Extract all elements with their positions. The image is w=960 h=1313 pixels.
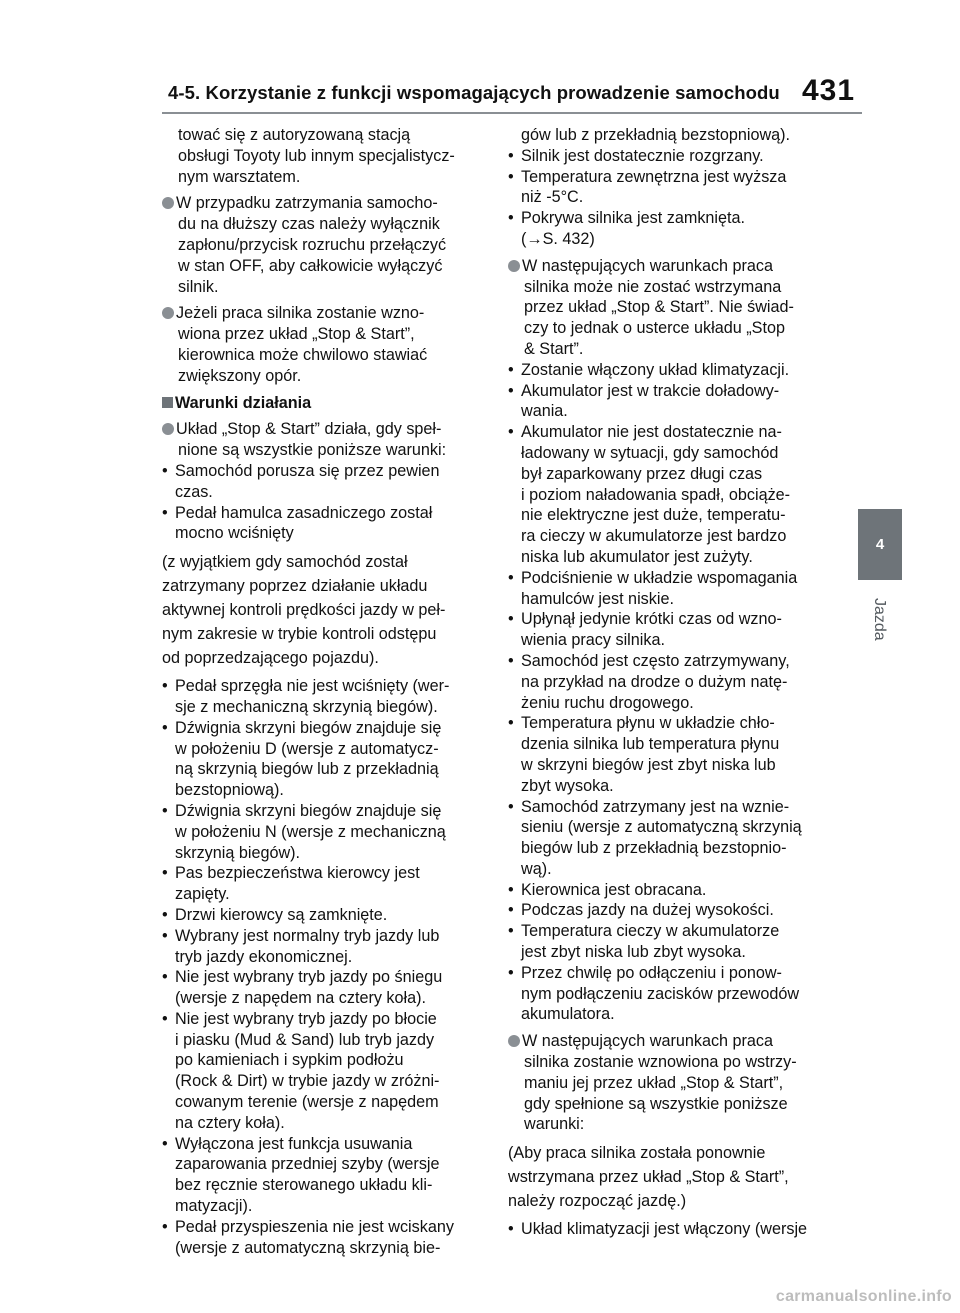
line-text: czas. [175, 482, 213, 501]
text-line [162, 324, 484, 345]
line-text: bezstopniową). [175, 781, 284, 800]
line-text: od poprzedzającego pojazdu). [162, 649, 379, 668]
text-line [508, 984, 838, 1005]
text-line [162, 822, 484, 843]
text-line [508, 208, 838, 229]
text-line [508, 1219, 838, 1240]
text-line [162, 523, 484, 544]
text-line [508, 900, 838, 921]
text-line [162, 905, 484, 926]
line-text: Dźwignia skrzyni biegów znajduje się [175, 718, 442, 737]
line-text: bez ręcznie sterowanego układu kli- [175, 1176, 433, 1195]
text-line [508, 1189, 838, 1213]
text-line [508, 797, 838, 818]
text-line [508, 1165, 838, 1189]
text-line [508, 589, 838, 610]
header-divider [162, 112, 862, 114]
line-text: Układ „Stop & Start” działa, gdy speł- [176, 420, 442, 439]
line-text: zatrzymany poprzez działanie układu [162, 577, 428, 596]
line-text: tować się z autoryzowaną stacją [178, 126, 411, 144]
line-text: niska lub akumulator jest zużyty. [521, 547, 753, 566]
line-text: Upłynął jedynie krótki czas od wzno- [521, 610, 782, 629]
line-text: wą). [521, 859, 552, 878]
dot-bullet-icon: • [162, 1009, 168, 1028]
text-line [162, 676, 484, 697]
line-text: Pas bezpieczeństwa kierowcy jest [175, 864, 420, 883]
text-line [162, 646, 484, 670]
line-text: Podczas jazdy na dużej wysokości. [521, 901, 774, 920]
line-text: Układ klimatyzacji jest włączony (wersje [521, 1220, 808, 1239]
text-line [162, 1238, 484, 1259]
circle-bullet-icon [162, 197, 174, 209]
line-text: Pedał hamulca zasadniczego został [175, 503, 433, 522]
text-line [508, 1094, 838, 1115]
text-line [162, 988, 484, 1009]
line-text: Akumulator jest w trakcie doładowy- [521, 381, 780, 400]
text-line [162, 214, 484, 235]
section-heading: Warunki działania [175, 393, 312, 412]
text-line [162, 167, 484, 188]
circle-bullet-icon [162, 307, 174, 319]
line-text: Samochód porusza się przez pewien [175, 461, 440, 480]
dot-bullet-icon: • [508, 167, 514, 186]
text-line [508, 963, 838, 984]
text-line [508, 755, 838, 776]
line-text: i poziom naładowania spadł, obciąże- [521, 485, 791, 504]
text-line [162, 1071, 484, 1092]
line-text: akumulatora. [521, 1005, 615, 1024]
text-line [162, 926, 484, 947]
dot-bullet-icon: • [162, 905, 168, 924]
text-line [508, 693, 838, 714]
line-text: silnika zostanie wznowiona po wstrzy- [524, 1053, 797, 1072]
dot-bullet-icon: • [162, 1134, 168, 1153]
line-text: Jeżeli praca silnika zostanie wzno- [176, 304, 425, 323]
line-text: mocno wciśnięty [175, 524, 294, 543]
line-text: W przypadku zatrzymania samocho- [176, 194, 438, 213]
line-text: zapięty. [175, 885, 230, 904]
line-text: Zostanie włączony układ klimatyzacji. [521, 360, 790, 379]
dot-bullet-icon: • [508, 901, 514, 920]
line-text: gów lub z przekładnią bezstopniową). [521, 126, 791, 144]
line-text: hamulców jest niskie. [521, 589, 674, 608]
text-line [162, 801, 484, 822]
text-line [162, 366, 484, 387]
line-text: (wersje z automatyczną skrzynią bie- [175, 1238, 441, 1257]
line-text: kierownica może chwilowo stawiać [178, 345, 428, 364]
line-text: maniu jej przez układ „Stop & Start”, [524, 1073, 784, 1092]
line-text: Drzwi kierowcy są zamknięte. [175, 905, 388, 924]
text-line [162, 1196, 484, 1217]
text-line [162, 947, 484, 968]
line-text: przez układ „Stop & Start”. Nie świad- [524, 298, 794, 317]
text-line [508, 526, 838, 547]
dot-bullet-icon: • [508, 423, 514, 442]
line-text: (→S. 432) [521, 229, 595, 248]
dot-bullet-icon: • [162, 503, 168, 522]
line-text: skrzynią biegów). [175, 843, 301, 862]
text-line [162, 622, 484, 646]
right-column [508, 125, 838, 1240]
page-header-title: 4-5. Korzystanie z funkcji wspomagających prowadzenie samochodu [168, 82, 780, 103]
line-text: w stan OFF, aby całkowicie wyłączyć [178, 256, 443, 275]
dot-bullet-icon: • [162, 461, 168, 480]
text-line [162, 235, 484, 256]
circle-bullet-icon [508, 260, 520, 272]
line-text: Temperatura zewnętrzna jest wyższa [521, 167, 787, 186]
text-line [508, 443, 838, 464]
line-text: ną skrzynią biegów lub z przekładnią [175, 760, 439, 779]
text-line [508, 277, 838, 298]
line-text: nie elektryczne jest duże, temperatu- [521, 506, 786, 525]
line-text: warunki: [524, 1115, 585, 1134]
line-text: należy rozpocząć jazdę.) [508, 1192, 687, 1211]
line-text: był zaparkowany przez długi czas [521, 464, 763, 483]
text-line [508, 422, 838, 443]
text-line [162, 739, 484, 760]
text-line [162, 461, 484, 482]
text-line [162, 550, 484, 574]
dot-bullet-icon: • [508, 381, 514, 400]
text-line [162, 256, 484, 277]
line-text: tryb jazdy ekonomicznej. [175, 947, 353, 966]
text-line [508, 672, 838, 693]
dot-bullet-icon: • [508, 797, 514, 816]
line-text: nym warsztatem. [178, 167, 301, 186]
line-text: Wyłączona jest funkcja usuwania [175, 1134, 413, 1153]
text-line [508, 318, 838, 339]
text-line [508, 734, 838, 755]
text-line [162, 277, 484, 298]
dot-bullet-icon: • [508, 568, 514, 587]
line-text: aktywnej kontroli prędkości jazdy w peł- [162, 601, 446, 620]
dot-bullet-icon: • [508, 610, 514, 629]
dot-bullet-icon: • [508, 146, 514, 165]
text-line [508, 776, 838, 797]
line-text: w położeniu D (wersje z automatycz- [175, 739, 439, 758]
text-line [508, 360, 838, 381]
line-text: Dźwignia skrzyni biegów znajduje się [175, 801, 442, 820]
left-column [162, 125, 484, 1258]
text-line [508, 1073, 838, 1094]
line-text: Nie jest wybrany tryb jazdy po śniegu [175, 968, 443, 987]
text-line [508, 630, 838, 651]
dot-bullet-icon: • [162, 677, 168, 696]
text-line [162, 146, 484, 167]
text-line [508, 568, 838, 589]
text-line [162, 125, 484, 146]
line-text: Temperatura cieczy w akumulatorze [521, 922, 780, 941]
dot-bullet-icon: • [162, 968, 168, 987]
text-line [508, 1141, 838, 1165]
line-text: w skrzyni biegów jest zbyt niska lub [521, 755, 776, 774]
text-line [162, 345, 484, 366]
text-line [508, 880, 838, 901]
text-line [508, 401, 838, 422]
text-line [508, 942, 838, 963]
line-text: żeniu ruchu drogowego. [521, 693, 694, 712]
dot-bullet-icon: • [508, 880, 514, 899]
line-text: gdy spełnione są wszystkie poniższe [524, 1094, 788, 1113]
watermark: carmanualsonline.info [775, 1288, 952, 1305]
line-text: zwiększony opór. [178, 366, 302, 385]
line-text: biegów lub z przekładnią bezstopnio- [521, 839, 787, 858]
dot-bullet-icon: • [508, 714, 514, 733]
text-line [508, 464, 838, 485]
line-text: (wersje z napędem na cztery koła). [175, 989, 427, 1008]
line-text: (Rock & Dirt) w trybie jazdy w zróżni- [175, 1072, 440, 1091]
text-line [508, 817, 838, 838]
text-line [162, 1113, 484, 1134]
text-line [162, 574, 484, 598]
line-text: zapłonu/przycisk rozruchu przełączyć [178, 235, 447, 254]
text-line [162, 967, 484, 988]
line-text: (z wyjątkiem gdy samochód został [162, 553, 408, 572]
text-line [162, 598, 484, 622]
page-number: 431 [802, 74, 856, 107]
text-line [508, 505, 838, 526]
dot-bullet-icon: • [508, 360, 514, 379]
line-text: zbyt wysoka. [521, 776, 614, 795]
text-line [162, 1175, 484, 1196]
line-text: w położeniu N (wersje z mechaniczną [175, 822, 446, 841]
line-text: jest zbyt niska lub zbyt wysoka. [521, 943, 746, 962]
line-text: W następujących warunkach praca [522, 1032, 774, 1051]
text-line [162, 1134, 484, 1155]
text-line [162, 482, 484, 503]
line-text: Pedał sprzęgła nie jest wciśnięty (wer- [175, 677, 450, 696]
text-line [508, 651, 838, 672]
text-line [508, 125, 838, 146]
dot-bullet-icon: • [162, 801, 168, 820]
text-line [162, 843, 484, 864]
circle-bullet-icon [508, 1035, 520, 1047]
text-line [162, 440, 484, 461]
text-line [508, 146, 838, 167]
line-text: cowanym terenie (wersje z napędem [175, 1093, 439, 1112]
line-text: nym podłączeniu zacisków przewodów [521, 984, 800, 1003]
line-text: wania. [521, 402, 568, 421]
line-text: du na dłuższy czas należy wyłącznik [178, 215, 440, 234]
text-line [508, 1114, 838, 1135]
line-text: wstrzymana przez układ „Stop & Start”, [508, 1168, 789, 1187]
line-text: wienia pracy silnika. [521, 631, 665, 650]
line-text: Kierownica jest obracana. [521, 880, 707, 899]
text-line [162, 1092, 484, 1113]
line-text: Wybrany jest normalny tryb jazdy lub [175, 926, 440, 945]
line-text: nym zakresie w trybie kontroli odstępu [162, 625, 437, 644]
text-line [162, 697, 484, 718]
line-text: silnik. [178, 277, 219, 296]
text-line [508, 167, 838, 188]
line-text: Akumulator nie jest dostatecznie na- [521, 423, 782, 442]
dot-bullet-icon: • [508, 922, 514, 941]
text-line [162, 1009, 484, 1030]
text-line [508, 256, 838, 277]
line-text: Pedał przyspieszenia nie jest wciskany [175, 1217, 454, 1236]
text-line [162, 863, 484, 884]
line-text: na przykład na drodze o dużym natę- [521, 672, 788, 691]
line-text: sieniu (wersje z automatyczną skrzynią [521, 818, 802, 837]
text-line [162, 1217, 484, 1238]
line-text: silnika może nie zostać wstrzymana [524, 277, 782, 296]
line-text: Samochód jest często zatrzymywany, [521, 651, 790, 670]
text-line [162, 780, 484, 801]
text-line [162, 503, 484, 524]
dot-bullet-icon: • [508, 209, 514, 228]
line-text: Przez chwilę po odłączeniu i ponow- [521, 963, 782, 982]
line-text: W następujących warunkach praca [522, 256, 774, 275]
line-text: ra cieczy w akumulatorze jest bardzo [521, 527, 787, 546]
text-line [508, 187, 838, 208]
text-line [162, 884, 484, 905]
dot-bullet-icon: • [162, 1217, 168, 1236]
text-line [508, 838, 838, 859]
text-line [508, 1004, 838, 1025]
text-line [508, 1031, 838, 1052]
line-text: niż -5°C. [521, 188, 584, 207]
line-text: czy to jednak o usterce układu „Stop [524, 319, 785, 338]
text-line [508, 485, 838, 506]
line-text: Samochód zatrzymany jest na wznie- [521, 797, 790, 816]
dot-bullet-icon: • [508, 651, 514, 670]
line-text: & Start”. [524, 339, 584, 358]
line-text: nione są wszystkie poniższe warunki: [178, 441, 447, 460]
text-line [162, 393, 484, 414]
line-text: Podciśnienie w układzie wspomagania [521, 568, 798, 587]
square-bullet-icon [162, 397, 173, 408]
text-line [508, 547, 838, 568]
chapter-label: Jazda [871, 598, 888, 641]
line-text: sje z mechaniczną skrzynią biegów). [175, 697, 438, 716]
text-line [508, 609, 838, 630]
circle-bullet-icon [162, 423, 174, 435]
text-line [508, 339, 838, 360]
line-text: matyzacji). [175, 1197, 253, 1216]
dot-bullet-icon: • [162, 926, 168, 945]
line-text: Pokrywa silnika jest zamknięta. [521, 209, 746, 228]
text-line [508, 1052, 838, 1073]
chapter-tab[interactable]: 4 [858, 509, 902, 580]
text-line [162, 718, 484, 739]
dot-bullet-icon: • [508, 1220, 514, 1239]
text-line [508, 921, 838, 942]
line-text: (Aby praca silnika została ponownie [508, 1144, 766, 1163]
text-line [508, 713, 838, 734]
line-text: ładowany w sytuacji, gdy samochód [521, 443, 779, 462]
text-line [508, 297, 838, 318]
text-line [162, 1154, 484, 1175]
line-text: zaparowania przedniej szyby (wersje [175, 1155, 440, 1174]
text-line [508, 859, 838, 880]
dot-bullet-icon: • [162, 864, 168, 883]
line-text: na cztery koła). [175, 1113, 285, 1132]
line-text: wiona przez układ „Stop & Start”, [178, 325, 415, 344]
line-text: i piasku (Mud & Sand) lub tryb jazdy [175, 1030, 435, 1049]
line-text: Nie jest wybrany tryb jazdy po błocie [175, 1009, 437, 1028]
text-line [162, 419, 484, 440]
text-line [162, 1050, 484, 1071]
text-line [162, 1030, 484, 1051]
text-line [508, 381, 838, 402]
dot-bullet-icon: • [508, 963, 514, 982]
text-line [162, 193, 484, 214]
line-text: obsługi Toyoty lub innym specjalistycz- [178, 146, 455, 165]
text-line [162, 303, 484, 324]
dot-bullet-icon: • [162, 718, 168, 737]
line-text: po kamieniach i sypkim podłożu [175, 1051, 404, 1070]
text-line [162, 759, 484, 780]
text-line [508, 229, 838, 250]
line-text: Temperatura płynu w układzie chło- [521, 714, 775, 733]
line-text: dzenia silnika lub temperatura płynu [521, 735, 780, 754]
line-text: Silnik jest dostatecznie rozgrzany. [521, 146, 764, 165]
